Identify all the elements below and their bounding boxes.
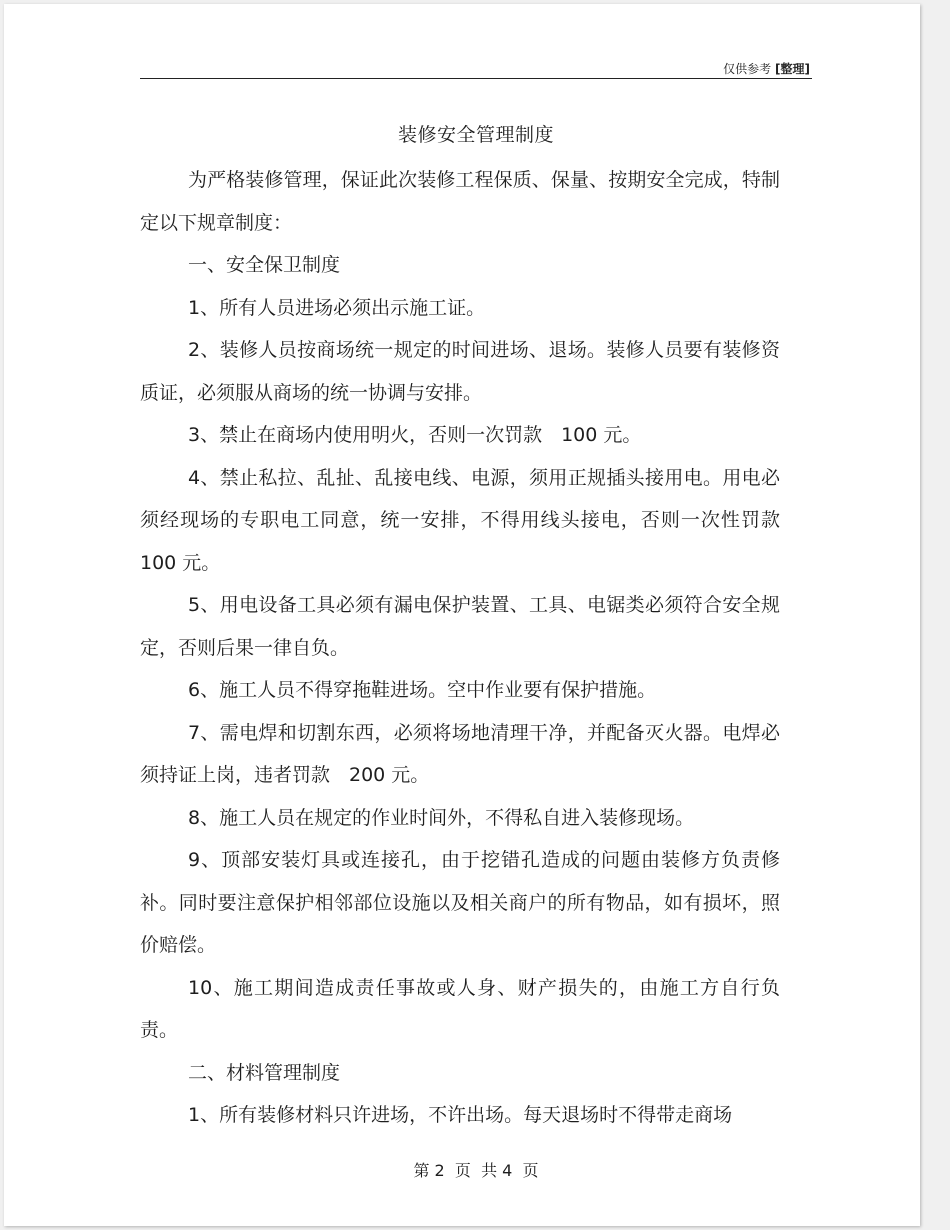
document-body xyxy=(140,159,780,1137)
paragraph: 6、施工人员不得穿拖鞋进场。空中作业要有保护措施。 xyxy=(188,679,657,701)
header-divider xyxy=(140,78,812,79)
section-heading: 一、安全保卫制度 xyxy=(188,254,341,276)
paragraph: 4、禁止私拉、乱扯、乱接电线、电源，须用正规插头接用电。用电必须经现场的专职电工同意，统一安排，不得用线头接电，否则一次性罚款 100 元。 xyxy=(140,466,780,574)
paragraph: 1、所有装修材料只许进场，不许出场。每天退场时不得带走商场 xyxy=(188,1104,733,1126)
paragraph: 5、用电设备工具必须有漏电保护装置、工具、电锯类必须符合安全规定，否则后果一律自负。 xyxy=(140,594,780,659)
paragraph: 9、顶部安装灯具或连接孔，由于挖错孔造成的问题由装修方负责修补。同时要注意保护相邻部位设施以及相关商户的所有物品，如有损坏，照价赔偿。 xyxy=(140,849,780,956)
section-heading: 二、材料管理制度 xyxy=(188,1061,341,1084)
header-note xyxy=(723,60,810,77)
header-note-tag: [整理] xyxy=(775,62,810,76)
paragraph: 2、装修人员按商场统一规定的时间进场、退场。装修人员要有装修资质证，必须服从商场的统一协调与安排。 xyxy=(140,339,780,404)
document-title: 装修安全管理制度 xyxy=(397,124,554,146)
paragraph: 10、施工期间造成责任事故或人身、财产损失的，由施工方自行负责。 xyxy=(140,976,780,1041)
paragraph: 8、施工人员在规定的作业时间外，不得私自进入装修现场。 xyxy=(188,806,695,829)
header-note-text: 仅供参考 xyxy=(723,62,772,76)
paragraph: 为严格装修管理，保证此次装修工程保质、保量、按期安全完成，特制定以下规章制度： xyxy=(140,169,780,234)
page-sheet xyxy=(4,4,920,1226)
paragraph: 1、所有人员进场必须出示施工证。 xyxy=(188,296,486,319)
page-number-footer: 第 2 页 共 4 页 xyxy=(413,1161,539,1180)
paragraph: 7、需电焊和切割东西，必须将场地清理干净，并配备灭火器。电焊必须持证上岗，违者罚款 200 元。 xyxy=(140,721,780,786)
paragraph: 3、禁止在商场内使用明火，否则一次罚款 100 元。 xyxy=(188,424,642,446)
